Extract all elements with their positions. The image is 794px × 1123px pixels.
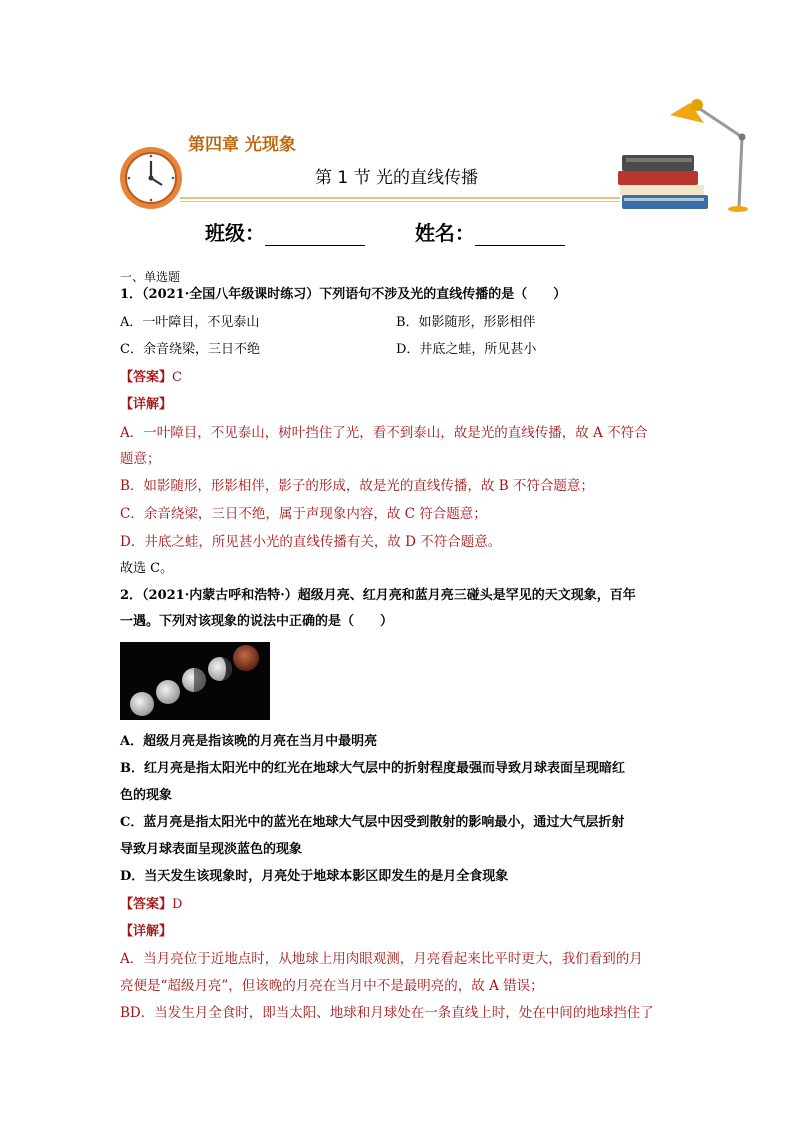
answer-value: C	[172, 370, 182, 385]
divider	[180, 201, 620, 202]
question-2-option-b-cont: 色的现象	[120, 788, 173, 803]
clock-icon	[118, 145, 184, 211]
question-1-stem: 1．（2021·全国八年级课时练习）下列语句不涉及光的直线传播的是（ ）	[120, 287, 567, 302]
section-title: 第 1 节 光的直线传播	[315, 168, 479, 188]
question-1-option-a: A．一叶障目，不见泰山	[120, 315, 260, 330]
question-2-option-c: C．蓝月亮是指太阳光中的蓝光在地球大气层中因受到散射的影响最小，通过大气层折射	[120, 815, 625, 830]
detail-line: A．当月亮位于近地点时，从地球上用肉眼观测，月亮看起来比平时更大，我们看到的月	[120, 951, 643, 967]
detail-line: C．余音绕梁，三日不绝，属于声现象内容，故 C 符合题意；	[120, 506, 487, 522]
name-blank	[475, 227, 565, 246]
question-1-option-d: D．井底之蛙，所见甚小	[396, 342, 537, 357]
divider	[180, 197, 620, 199]
student-info-row	[205, 217, 565, 246]
detail-conclusion: 故选 C。	[120, 561, 174, 576]
detail-line: A．一叶障目，不见泰山，树叶挡住了光，看不到泰山，故是光的直线传播，故 A 不符合	[120, 425, 648, 441]
answer-label: 【答案】	[120, 370, 173, 385]
detail-line: 亮便是“超级月亮”，但该晚的月亮在当月中不是最明亮的，故 A 错误；	[120, 978, 544, 994]
detail-line: BD．当发生月全食时，即当太阳、地球和月球处在一条直线上时，处在中间的地球挡住了	[120, 1005, 654, 1021]
name-label: 姓名：	[414, 221, 475, 245]
section-heading: 一、单选题	[120, 270, 181, 284]
chapter-title: 第四章 光现象	[188, 135, 296, 155]
books-lamp-illustration	[612, 95, 757, 215]
class-label: 班级：	[205, 221, 265, 245]
question-1-option-c: C．余音绕梁，三日不绝	[120, 342, 260, 357]
answer-label: 【答案】	[120, 897, 173, 912]
question-2-option-b: B．红月亮是指太阳光中的红光在地球大气层中的折射程度最强而导致月球表面呈现暗红	[120, 761, 625, 776]
question-2-detail-label: 【详解】	[120, 924, 173, 939]
question-2-option-d: D．当天发生该现象时，月亮处于地球本影区即发生的是月全食现象	[120, 869, 509, 884]
detail-line: D．井底之蛙，所见甚小光的直线传播有关，故 D 不符合题意。	[120, 534, 502, 550]
question-2-stem: 2．（2021·内蒙古呼和浩特·）超级月亮、红月亮和蓝月亮三碰头是罕见的天文现象，百年	[120, 588, 636, 603]
question-1-detail-label: 【详解】	[120, 397, 173, 412]
lunar-eclipse-image	[120, 642, 270, 720]
class-blank	[265, 227, 365, 246]
question-1-option-b: B．如影随形，形影相伴	[396, 315, 536, 330]
question-2-option-a: A．超级月亮是指该晚的月亮在当月中最明亮	[120, 734, 378, 749]
detail-line: 题意；	[120, 451, 161, 467]
detail-line: B．如影随形，形影相伴，影子的形成，故是光的直线传播，故 B 不符合题意；	[120, 478, 594, 494]
question-1-answer	[120, 369, 182, 387]
answer-value: D	[172, 897, 183, 912]
question-2-option-c-cont: 导致月球表面呈现淡蓝色的现象	[120, 842, 303, 857]
question-2-stem: 一遇。下列对该现象的说法中正确的是（ ）	[120, 614, 394, 629]
question-2-answer	[120, 896, 182, 914]
